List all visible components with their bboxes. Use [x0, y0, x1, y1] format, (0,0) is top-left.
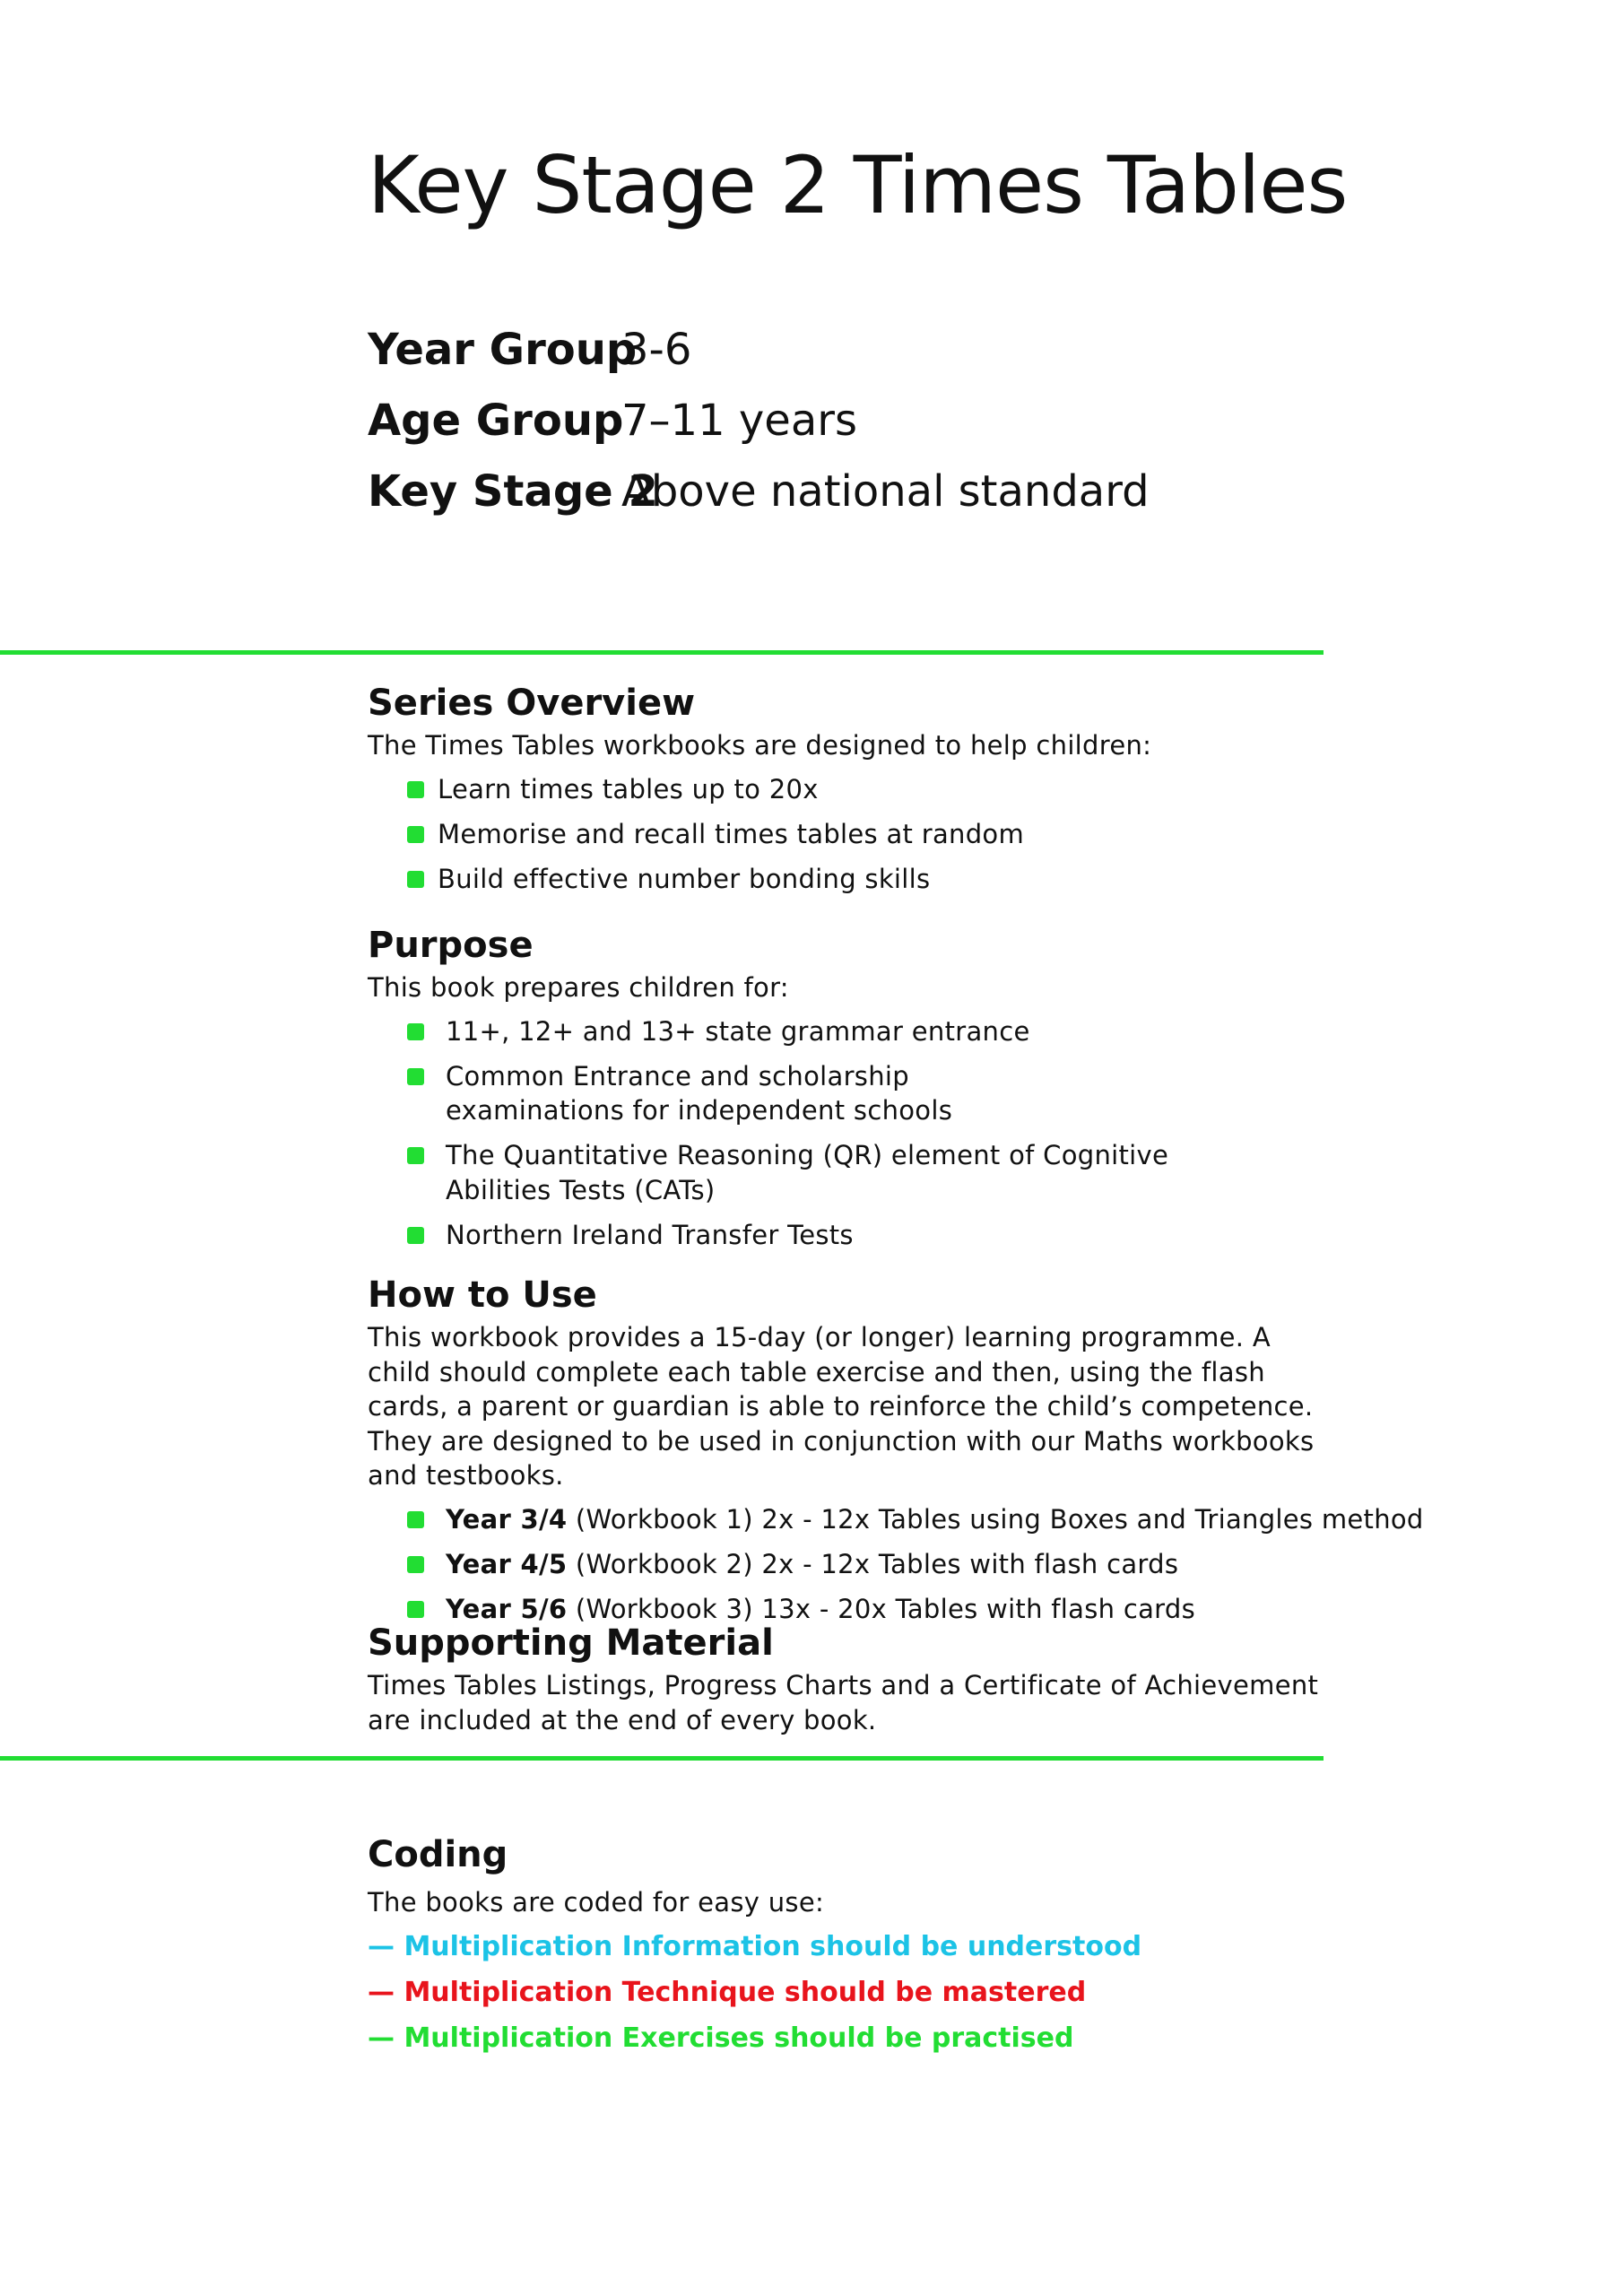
how-to-use-section [368, 1272, 1424, 1637]
list-item: Common Entrance and scholarship examinations for independent schools [368, 1059, 1073, 1128]
coding-line-exercises: — Multiplication Exercises should be practised [368, 2022, 1074, 2054]
green-square-bullet-icon [407, 781, 424, 798]
meta-value: 3-6 [621, 325, 692, 375]
meta-key: Age Group [368, 396, 624, 446]
section-heading: Coding [368, 1834, 508, 1875]
meta-value: 7–11 years [621, 396, 857, 446]
list-item: Northern Ireland Transfer Tests [368, 1218, 1228, 1253]
list-item: Year 3/4 (Workbook 1) 2x - 12x Tables using Boxes and Triangles method [368, 1502, 1336, 1537]
bullet-list [368, 772, 1336, 897]
green-square-bullet-icon [407, 1511, 424, 1528]
page-title: Key Stage 2 Times Tables [368, 139, 1348, 231]
series-overview-section [368, 680, 1336, 907]
section-heading: How to Use [368, 1274, 597, 1316]
meta-row-key-stage [368, 466, 1150, 537]
section-heading: Purpose [368, 925, 534, 966]
green-square-bullet-icon [407, 826, 424, 843]
bullet-list [368, 1014, 1228, 1253]
supporting-material-section [368, 1620, 1336, 1737]
list-item: Learn times tables up to 20x [368, 772, 1336, 807]
green-divider-top [0, 650, 1324, 655]
section-heading: Supporting Material [368, 1622, 774, 1664]
meta-table [368, 325, 1150, 537]
section-heading: Series Overview [368, 683, 696, 724]
coding-line-technique: — Multiplication Technique should be mastered [368, 1976, 1087, 2008]
meta-key: Key Stage 2 [368, 466, 658, 517]
bullet-list [368, 1502, 1424, 1627]
section-intro: The Times Tables workbooks are designed to help children: [368, 730, 1152, 761]
green-divider-bottom [0, 1756, 1324, 1761]
section-paragraph: Times Tables Listings, Progress Charts and a Certificate of Achievement are included at the end of every book. [368, 1670, 1319, 1735]
list-item: The Quantitative Reasoning (QR) element of Cognitive Abilities Tests (CATs) [368, 1138, 1217, 1207]
purpose-section [368, 922, 1336, 1263]
section-paragraph: This workbook provides a 15-day (or longer) learning programme. A child should complete each table exercise and then, using the flash cards, a parent or guardian is able to reinforce the child’s competence. They are designed to be used in conjunction with our Maths workbooks and testbooks. [368, 1322, 1315, 1491]
list-item: Year 5/6 (Workbook 3) 13x - 20x Tables with flash cards [368, 1592, 1336, 1627]
coding-line-information: — Multiplication Information should be understood [368, 1930, 1142, 1962]
section-intro: This book prepares children for: [368, 972, 789, 1003]
green-square-bullet-icon [407, 1147, 424, 1164]
list-item: Memorise and recall times tables at random [368, 817, 1336, 852]
list-item: 11+, 12+ and 13+ state grammar entrance [368, 1014, 1228, 1049]
list-item: Build effective number bonding skills [368, 862, 1336, 897]
green-square-bullet-icon [407, 1068, 424, 1085]
meta-key: Year Group [368, 325, 638, 375]
meta-row-age-group [368, 396, 1150, 466]
green-square-bullet-icon [407, 1556, 424, 1573]
green-square-bullet-icon [407, 1601, 424, 1618]
meta-row-year-group [368, 325, 1150, 396]
coding-section [368, 1831, 1336, 2061]
section-intro: The books are coded for easy use: [368, 1887, 825, 1918]
meta-value: Above national standard [621, 466, 1150, 517]
green-square-bullet-icon [407, 871, 424, 888]
green-square-bullet-icon [407, 1023, 424, 1040]
green-square-bullet-icon [407, 1227, 424, 1244]
list-item: Year 4/5 (Workbook 2) 2x - 12x Tables with flash cards [368, 1547, 1336, 1582]
